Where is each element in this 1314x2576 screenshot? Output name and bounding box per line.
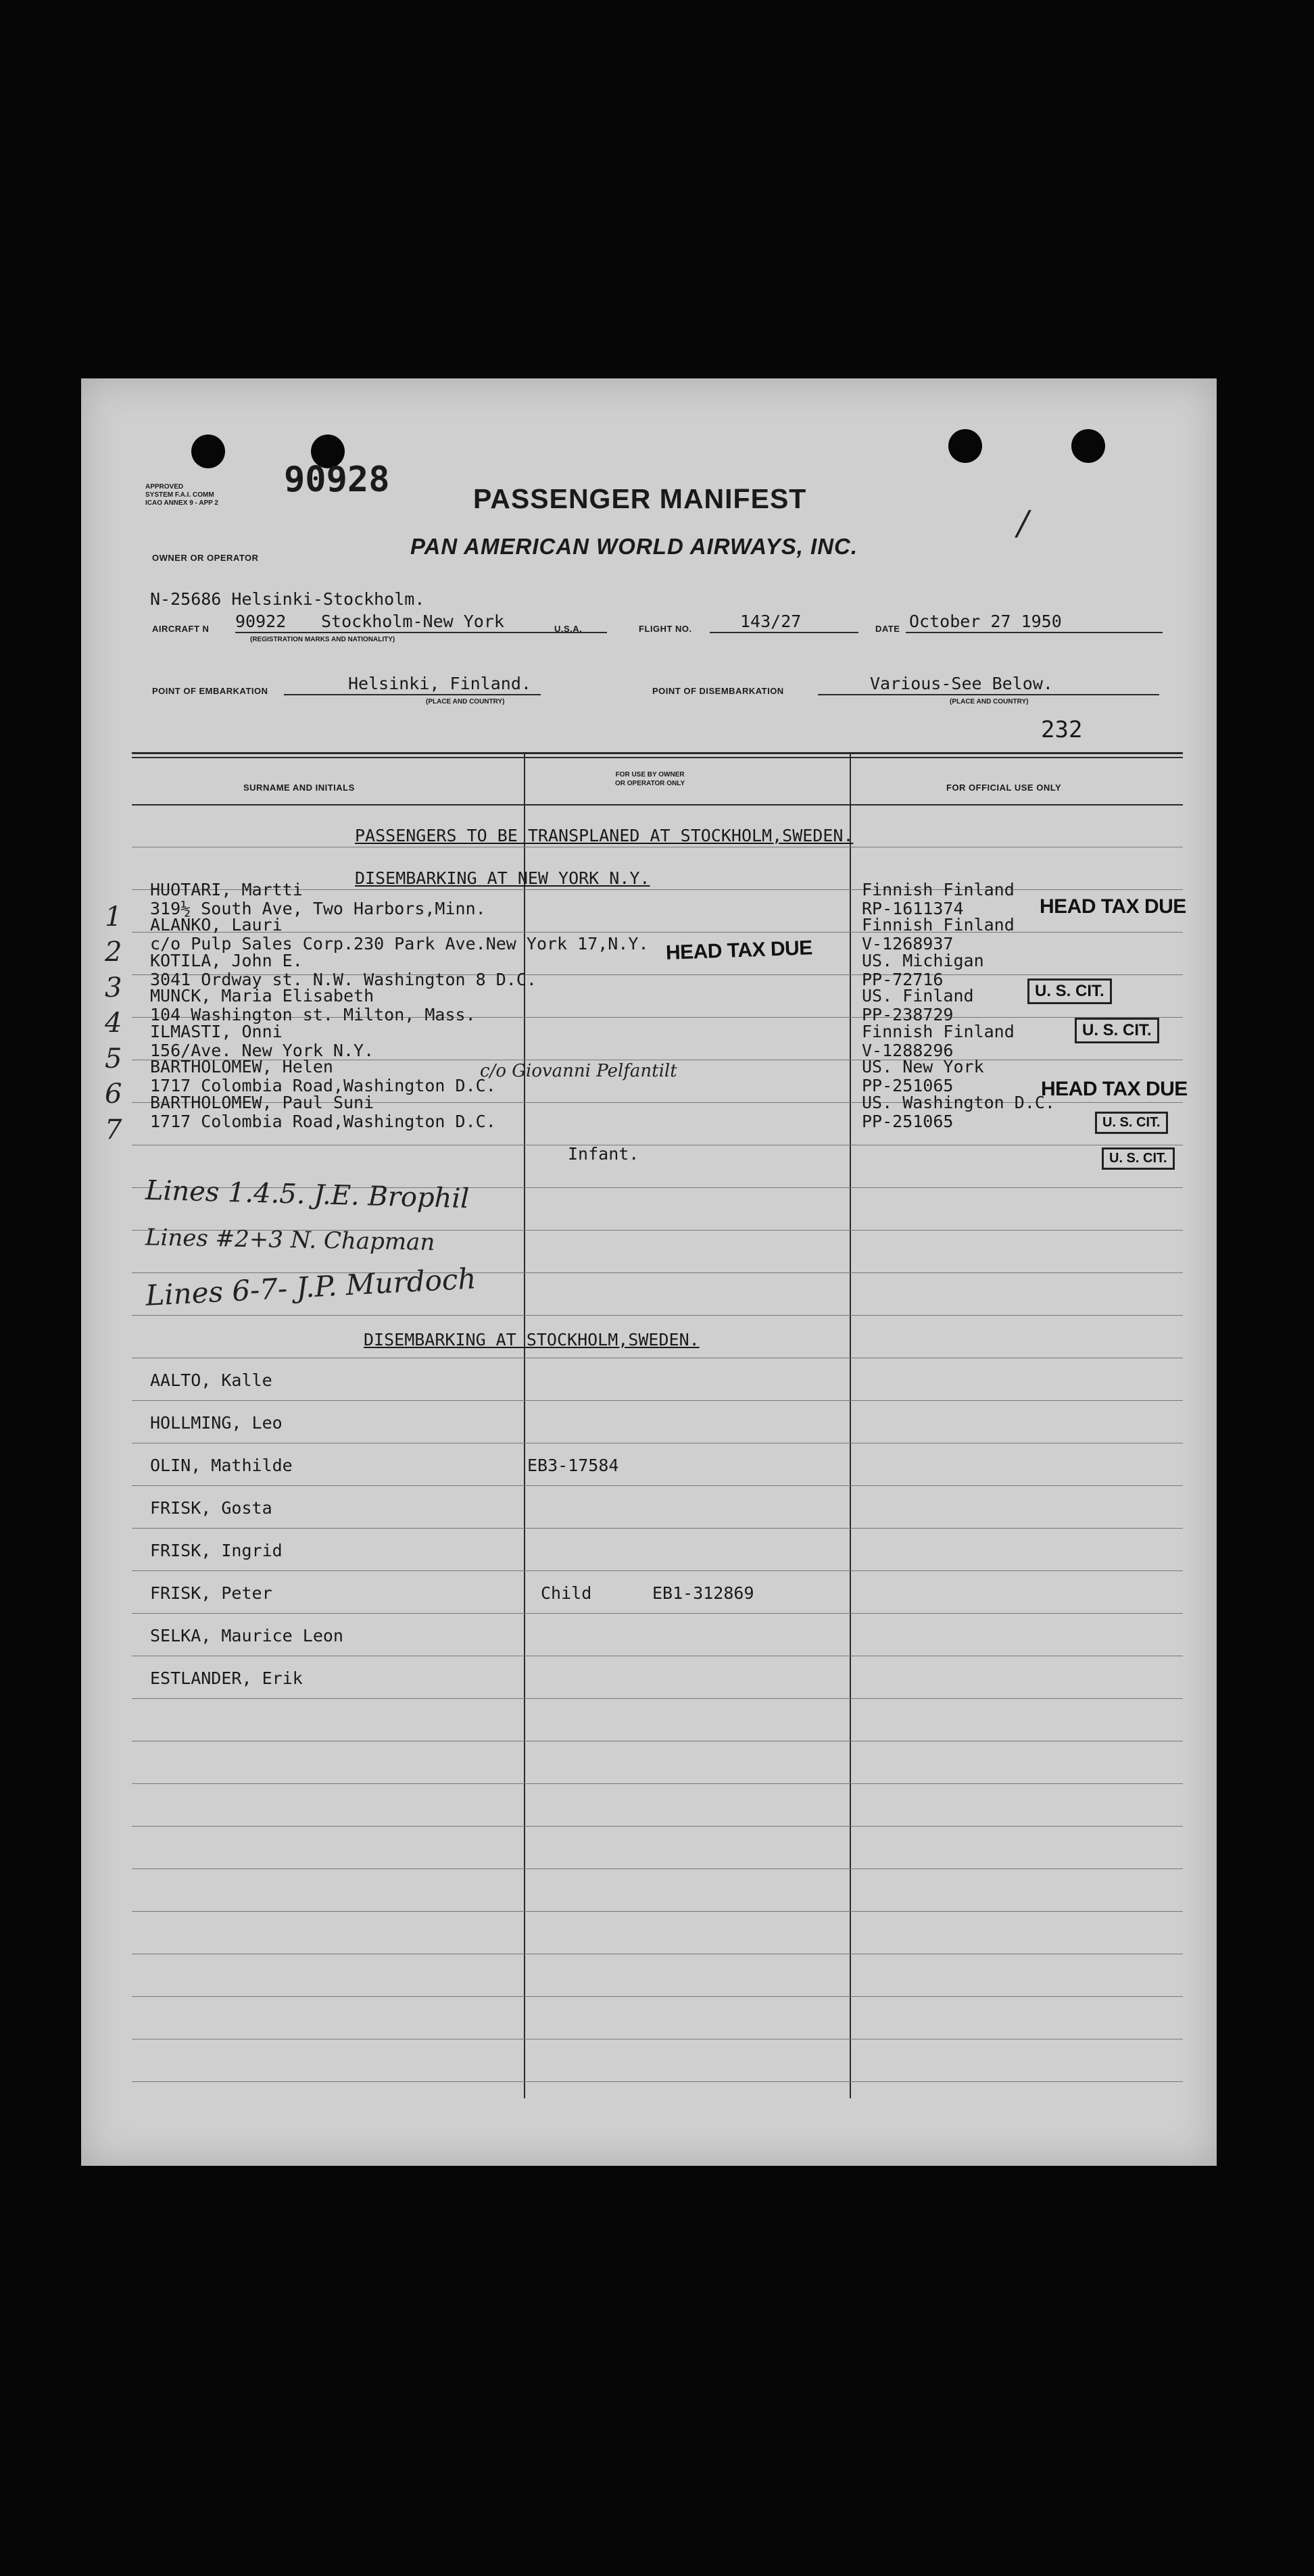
airline-name: PAN AMERICAN WORLD AIRWAYS, INC.	[410, 534, 858, 559]
stockholm-passenger-doc: EB3-17584	[527, 1456, 619, 1475]
aircraft-number: 90922	[235, 612, 287, 631]
row-rule	[132, 1868, 1183, 1869]
passenger-name: BARTHOLOMEW, Paul Suni	[150, 1093, 374, 1112]
route-line2: Stockholm-New York	[321, 612, 504, 631]
row-rule	[132, 1485, 1183, 1486]
stockholm-passenger-name: FRISK, Ingrid	[150, 1541, 283, 1560]
date-label: DATE	[875, 624, 900, 634]
aircraft-sub-label: (REGISTRATION MARKS AND NATIONALITY)	[250, 636, 395, 643]
passenger-name: KOTILA, John E.	[150, 951, 303, 970]
us-cit-stamp: U. S. CIT.	[1095, 1112, 1168, 1134]
section-stockholm: DISEMBARKING AT STOCKHOLM,SWEDEN.	[364, 1330, 700, 1349]
handwritten-note-1: Lines 1.4.5. J.E. Brophil	[145, 1174, 470, 1215]
row-rule	[132, 1826, 1183, 1827]
passenger-official-doc: PP-238729	[862, 1005, 954, 1024]
head-tax-due-stamp: HEAD TAX DUE	[1041, 1078, 1188, 1100]
us-cit-stamp: U. S. CIT.	[1027, 979, 1112, 1004]
passenger-official-doc: PP-251065	[862, 1112, 954, 1131]
manifest-title: PASSENGER MANIFEST	[473, 483, 807, 514]
footer-name: Sven-Erik Bockelman	[284, 2135, 485, 2156]
passenger-official-nationality: Finnish Finland	[862, 915, 1015, 935]
table-top-border	[132, 752, 1183, 754]
passenger-name: ALANKO, Lauri	[150, 915, 283, 935]
column-divider	[524, 753, 525, 2098]
stockholm-passenger-name: ESTLANDER, Erik	[150, 1668, 303, 1688]
passenger-official-nationality: US. Finland	[862, 986, 974, 1006]
passenger-address: 104 Washington st. Milton, Mass.	[150, 1005, 476, 1024]
head-tax-due-stamp: HEAD TAX DUE	[1040, 895, 1186, 918]
passenger-official-nationality: US. Michigan	[862, 951, 984, 970]
passenger-address: 3041 Ordway st. N.W. Washington 8 D.C.	[150, 970, 537, 989]
stockholm-passenger-name: FRISK, Peter	[150, 1583, 272, 1603]
passenger-name: MUNCK, Maria Elisabeth	[150, 986, 374, 1006]
disembark-value: Various-See Below.	[870, 674, 1053, 693]
flight-underline	[710, 632, 858, 633]
embark-place-country: (PLACE AND COUNTRY)	[426, 698, 505, 705]
flight-date: October 27 1950	[909, 612, 1062, 631]
row-rule	[132, 1400, 1183, 1401]
owner-label: OWNER OR OPERATOR	[152, 553, 259, 563]
handwritten-note-3: Lines 6-7- J.P. Murdoch	[145, 1262, 477, 1312]
passenger-official-nationality: Finnish Finland	[862, 880, 1015, 899]
corner-mark: /	[1017, 503, 1029, 543]
stockholm-passenger-name: OLIN, Mathilde	[150, 1456, 293, 1475]
row-rule	[132, 1911, 1183, 1912]
passenger-official-doc: V-1288296	[862, 1041, 954, 1060]
approval-stamp: APPROVED SYSTEM F.A.I. COMM ICAO ANNEX 9 - APP 2	[145, 483, 218, 507]
stockholm-passenger-name: HOLLMING, Leo	[150, 1413, 283, 1433]
passenger-official-nationality: US. Washington D.C.	[862, 1093, 1055, 1112]
col-header-surname: SURNAME AND INITIALS	[243, 783, 355, 793]
punch-hole	[1071, 429, 1105, 463]
manifest-page	[81, 378, 1217, 2166]
head-tax-due-stamp: HEAD TAX DUE	[665, 937, 813, 964]
passenger-address: 319½ South Ave, Two Harbors,Minn.	[150, 899, 486, 918]
row-rule	[132, 1783, 1183, 1784]
form-number: 90928	[284, 460, 390, 500]
passenger-line-number: 6	[105, 1079, 122, 1110]
section-new-york: DISEMBARKING AT NEW YORK N.Y.	[355, 868, 650, 888]
passenger-name: ILMASTI, Onni	[150, 1022, 283, 1041]
col-header-owner-use: FOR USE BY OWNER OR OPERATOR ONLY	[615, 771, 685, 787]
disembark-place-country: (PLACE AND COUNTRY)	[950, 698, 1029, 705]
embark-value: Helsinki, Finland.	[348, 674, 531, 693]
passenger-address: 1717 Colombia Road,Washington D.C.	[150, 1076, 496, 1095]
column-divider	[850, 753, 851, 2098]
row-rule	[132, 932, 1183, 933]
passenger-address: 1717 Colombia Road,Washington D.C.	[150, 1112, 496, 1131]
usa-label: U.S.A.	[554, 624, 583, 634]
passenger-official-doc: PP-251065	[862, 1076, 954, 1095]
passenger-official-doc: V-1268937	[862, 934, 954, 953]
row-rule	[132, 1528, 1183, 1529]
stockholm-passenger-name: SELKA, Maurice Leon	[150, 1626, 343, 1645]
disembark-label: POINT OF DISEMBARKATION	[652, 686, 784, 696]
handwritten-note-2: Lines #2+3 N. Chapman	[145, 1224, 435, 1256]
passenger-name: BARTHOLOMEW, Helen	[150, 1057, 333, 1076]
stockholm-passenger-name: FRISK, Gosta	[150, 1498, 272, 1518]
page-number: 232	[1041, 716, 1083, 743]
passenger-line-number: 7	[105, 1114, 122, 1145]
col-header-official-use: FOR OFFICIAL USE ONLY	[946, 783, 1062, 793]
passenger-line-number: 4	[105, 1008, 122, 1039]
row-rule	[132, 2081, 1183, 2082]
us-cit-stamp: U. S. CIT.	[1075, 1018, 1159, 1043]
aircraft-underline	[235, 632, 607, 633]
header-rule	[132, 804, 1183, 806]
passenger-line-number: 1	[105, 901, 122, 933]
stockholm-passenger-note: Child	[541, 1583, 592, 1603]
passenger-official-nationality: Finnish Finland	[862, 1022, 1015, 1041]
passenger-official-nationality: US. New York	[862, 1057, 984, 1076]
flight-number: 143/27	[740, 612, 802, 631]
embark-underline	[284, 694, 541, 695]
owner-note-infant: Infant.	[568, 1144, 639, 1164]
passenger-official-doc: PP-72716	[862, 970, 944, 989]
passenger-name: HUOTARI, Martti	[150, 880, 303, 899]
punch-hole	[191, 435, 225, 468]
row-rule	[132, 1613, 1183, 1614]
handwritten-address-note: c/o Giovanni Pelfantilt	[480, 1061, 677, 1081]
us-cit-stamp: U. S. CIT.	[1102, 1147, 1175, 1170]
stockholm-passenger-doc: EB1-312869	[652, 1583, 754, 1603]
row-rule	[132, 1315, 1183, 1316]
row-rule	[132, 1996, 1183, 1997]
passenger-address: c/o Pulp Sales Corp.230 Park Ave.New York 17,N.Y.	[150, 934, 649, 953]
passenger-line-number: 3	[105, 972, 122, 1004]
date-underline	[906, 632, 1163, 633]
aircraft-label: AIRCRAFT N	[152, 624, 210, 634]
table-top-border-2	[132, 757, 1183, 758]
passenger-official-doc: RP-1611374	[862, 899, 964, 918]
disembark-underline	[818, 694, 1159, 695]
punch-hole	[948, 429, 982, 463]
flight-label: FLIGHT NO.	[639, 624, 692, 634]
row-rule	[132, 1570, 1183, 1571]
passenger-line-number: 5	[105, 1043, 122, 1074]
passenger-line-number: 2	[105, 937, 122, 968]
passenger-address: 156/Ave. New York N.Y.	[150, 1041, 374, 1060]
stockholm-passenger-name: AALTO, Kalle	[150, 1370, 272, 1390]
embark-label: POINT OF EMBARKATION	[152, 686, 268, 696]
row-rule	[132, 1698, 1183, 1699]
section-transplaned: PASSENGERS TO BE TRANSPLANED AT STOCKHOLM,SWEDEN.	[355, 826, 854, 845]
route-line1: N-25686 Helsinki-Stockholm.	[150, 589, 425, 609]
